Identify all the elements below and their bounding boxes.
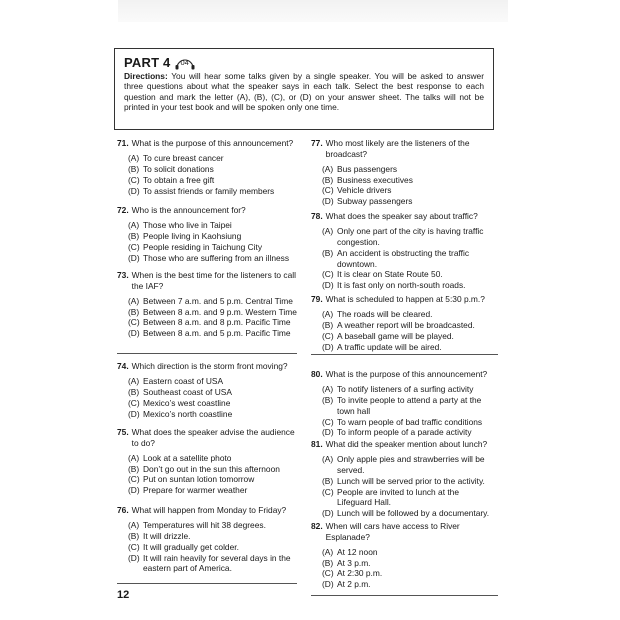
answer-option: (D) It will rain heavily for several days in the eastern part of America.: [128, 552, 291, 574]
answer-option: (A) At 12 noon: [322, 546, 378, 557]
answer-option: (A) Only apple pies and strawberries will be served.: [322, 453, 485, 475]
question-77: [311, 138, 491, 207]
answer-option: (C) To warn people of bad traffic conditions: [322, 416, 483, 427]
question-number: 73.: [117, 270, 129, 280]
question-number: 71.: [117, 138, 129, 148]
answer-option: (D) Prepare for warmer weather: [128, 485, 248, 496]
question-stem: Which direction is the storm front moving?: [131, 361, 288, 371]
question-number: 77.: [311, 138, 323, 148]
question-number: 75.: [117, 427, 129, 437]
answer-option: (B) To solicit donations: [128, 163, 214, 174]
answer-option: (D) Those who are suffering from an illness: [128, 252, 290, 263]
answer-option: (D) Mexico’s north coastline: [128, 408, 233, 419]
answer-option: (C) Mexico’s west coastline: [128, 397, 231, 408]
answer-option: (C) To obtain a free gift: [128, 174, 215, 185]
section-divider: [311, 595, 498, 596]
answer-option: (B) Between 8 a.m. and 9 p.m. Western Time: [128, 306, 297, 317]
question-stem: What is the purpose of this announcement?: [131, 138, 294, 148]
answer-option: (D) At 2 p.m.: [322, 579, 371, 590]
answer-option: (B) People living in Kaohsiung: [128, 230, 242, 241]
answer-option: (B) Business executives: [322, 174, 413, 185]
directions-box: [114, 48, 494, 130]
answer-option: (A) To notify listeners of a surfing activity: [322, 383, 474, 394]
section-divider: [311, 354, 498, 355]
answer-option: (C) At 2:30 p.m.: [322, 568, 383, 579]
question-stem: What does the speaker say about traffic?: [325, 211, 478, 221]
question-stem: What will happen from Monday to Friday?: [131, 505, 287, 515]
question-stem: What is scheduled to happen at 5:30 p.m.?: [325, 294, 485, 304]
answer-option: (C) Between 8 a.m. and 8 p.m. Pacific Time: [128, 317, 291, 328]
answer-option: (B) Lunch will be served prior to the activity.: [322, 475, 485, 486]
question-number: 72.: [117, 205, 129, 215]
answer-option: (B) It will drizzle.: [128, 530, 191, 541]
question-stem: What did the speaker mention about lunch?: [325, 439, 488, 449]
question-number: 78.: [311, 211, 323, 221]
question-stem: What does the speaker advise the audience to do?: [131, 427, 295, 448]
part-title: PART 4: [124, 55, 171, 70]
part-header: [124, 55, 484, 70]
question-75: [117, 427, 297, 496]
audio-track-icon: [174, 56, 196, 70]
question-74: [117, 361, 297, 419]
answer-option: (A) Those who live in Taipei: [128, 219, 232, 230]
question-number: 80.: [311, 369, 323, 379]
answer-option: (D) Lunch will be followed by a documentary.: [322, 508, 490, 519]
track-number: 04: [180, 57, 189, 67]
section-divider: [117, 583, 297, 584]
answer-option: (C) A baseball game will be played.: [322, 330, 454, 341]
answer-option: (A) Look at a satellite photo: [128, 452, 232, 463]
question-number: 74.: [117, 361, 129, 371]
answer-option: (D) Between 8 a.m. and 5 p.m. Pacific Time: [128, 328, 291, 339]
answer-option: (B) An accident is obstructing the traffic downtown.: [322, 247, 470, 269]
answer-option: (D) To inform people of a parade activity: [322, 427, 472, 438]
answer-option: (C) Put on suntan lotion tomorrow: [128, 474, 255, 485]
question-number: 81.: [311, 439, 323, 449]
question-76: [117, 505, 297, 574]
answer-option: (A) The roads will be cleared.: [322, 308, 433, 319]
answer-option: (A) Between 7 a.m. and 5 p.m. Central Time: [128, 295, 293, 306]
question-81: [311, 439, 491, 519]
answer-option: (D) It is fast only on north-south roads.: [322, 280, 466, 291]
question-73: [117, 270, 297, 339]
answer-option: (B) At 3 p.m.: [322, 557, 371, 568]
answer-option: (C) It is clear on State Route 50.: [322, 269, 443, 280]
question-stem: What is the purpose of this announcement?: [325, 369, 488, 379]
answer-option: (B) A weather report will be broadcasted.: [322, 319, 475, 330]
question-stem: Who is the announcement for?: [131, 205, 246, 215]
section-divider: [117, 353, 297, 354]
question-number: 76.: [117, 505, 129, 515]
question-number: 79.: [311, 294, 323, 304]
answer-option: (C) It will gradually get colder.: [128, 541, 239, 552]
answer-option: (C) People are invited to lunch at the Lifeguard Hall.: [322, 486, 459, 508]
page-number: 12: [117, 589, 130, 601]
directions-body: You will hear some talks given by a single speaker. You will be asked to answer three questions about what the speaker says in each talk. Select the best response to each question and mark the letter (A), (B), (C), or (D) on your answer sheet. The talks will not be printed in your test book and will be spoken only one time.: [124, 71, 484, 113]
answer-option: (B) Don’t go out in the sun this afternoon: [128, 463, 280, 474]
question-72: [117, 205, 297, 263]
directions-label: Directions:: [124, 71, 168, 81]
answer-option: (C) People residing in Taichung City: [128, 241, 263, 252]
answer-option: (A) Bus passengers: [322, 163, 398, 174]
question-stem: When is the best time for the listeners to call the IAF?: [131, 270, 296, 291]
answer-option: (A) To cure breast cancer: [128, 152, 224, 163]
answer-option: (D) To assist friends or family members: [128, 185, 275, 196]
question-number: 82.: [311, 521, 323, 531]
answer-option: (D) Subway passengers: [322, 196, 413, 207]
question-71: [117, 138, 297, 196]
answer-option: (C) Vehicle drivers: [322, 185, 392, 196]
answer-option: (B) To invite people to attend a party at the town hall: [322, 394, 482, 416]
answer-option: (A) Temperatures will hit 38 degrees.: [128, 519, 266, 530]
answer-option: (B) Southeast coast of USA: [128, 386, 232, 397]
question-stem: When will cars have access to River Esplanade?: [325, 521, 460, 542]
answer-option: (A) Only one part of the city is having traffic congestion.: [322, 225, 484, 247]
question-78: [311, 211, 491, 291]
question-79: [311, 294, 491, 352]
question-stem: Who most likely are the listeners of the broadcast?: [325, 138, 470, 159]
directions-text: [124, 71, 484, 113]
question-82: [311, 521, 491, 590]
question-80: [311, 369, 491, 438]
faint-header-shadow: [118, 0, 508, 22]
answer-option: (D) A traffic update will be aired.: [322, 341, 442, 352]
answer-option: (A) Eastern coast of USA: [128, 375, 224, 386]
